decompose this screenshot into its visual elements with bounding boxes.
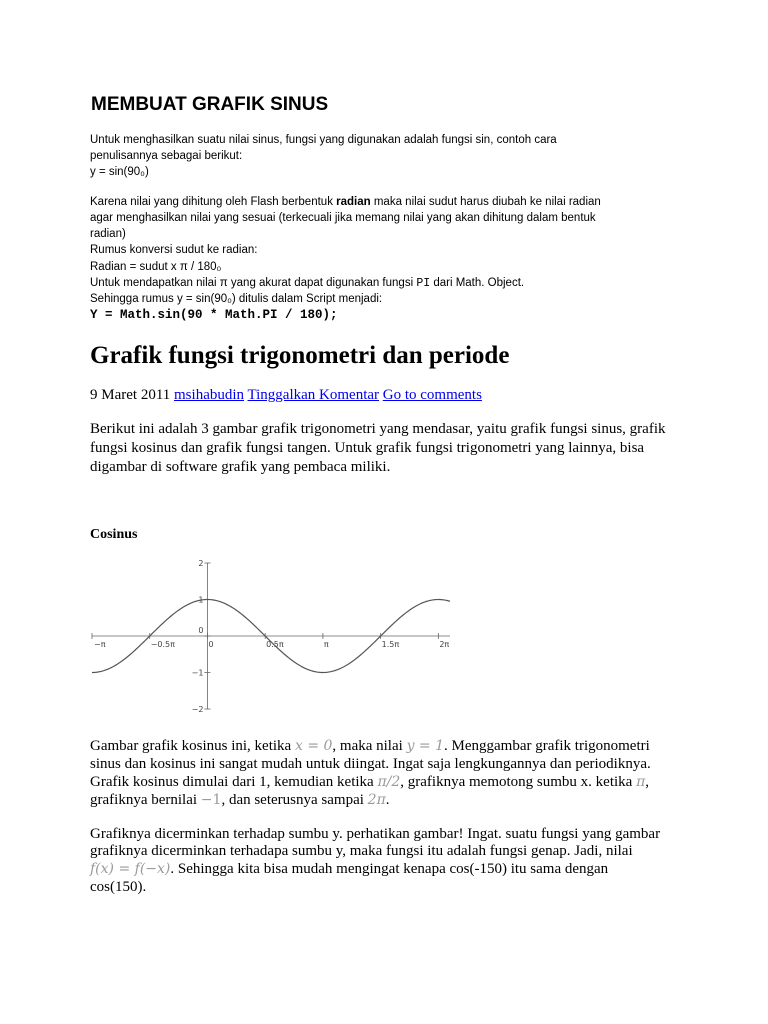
text-span: Untuk mendapatkan nilai π yang akurat dapat digunakan fungsi: [90, 277, 417, 289]
inline-code: PI: [416, 277, 431, 290]
text-span: . Sehingga kita bisa mudah mengingat kenapa cos(-150) itu sama dengan: [170, 861, 609, 877]
y-tick-label: −1: [191, 668, 204, 678]
text-line: [90, 195, 601, 210]
math-x-eq-0: x = 0: [294, 738, 333, 754]
bold-term: radian: [336, 196, 371, 208]
text-line: Rumus konversi sudut ke radian:: [90, 244, 258, 256]
text-line: Radian = sudut x π / 180₀: [90, 261, 222, 273]
text-line: Berikut ini adalah 3 gambar grafik trigonometri yang mendasar, yaitu grafik fungsi sinus, grafik: [90, 421, 666, 437]
x-tick-label: −π: [94, 640, 106, 649]
x-tick-label: 1.5π: [381, 640, 400, 649]
text-line: Sehingga rumus y = sin(90₀) ditulis dalam Script menjadi:: [90, 293, 383, 305]
x-tick-label: π: [323, 640, 329, 649]
text-line: [90, 773, 649, 792]
post-meta: [90, 387, 482, 404]
math-pi: π: [636, 774, 646, 790]
text-line: cos(150).: [90, 879, 147, 895]
go-to-comments-link[interactable]: Go to comments: [382, 387, 482, 403]
text-span: , maka nilai: [332, 738, 407, 754]
text-line: digambar di software grafik yang pembaca miliki.: [90, 459, 391, 475]
code-line: Y = Math.sin(90 * Math.PI / 180);: [90, 308, 338, 322]
section-title: MEMBUAT GRAFIK SINUS: [91, 94, 329, 115]
y-tick-label: 1: [198, 595, 204, 605]
text-span: . Menggambar grafik trigonometri: [444, 738, 650, 754]
cosinus-heading: Cosinus: [90, 527, 138, 542]
text-span: Grafik kosinus dimulai dari 1, kemudian ketika: [90, 774, 378, 790]
text-span: grafiknya bernilai: [90, 792, 201, 808]
text-line: sinus dan kosinus ini sangat mudah untuk diingat. Ingat saja lengkungannya dan periodiknya.: [90, 756, 651, 772]
text-span: ,: [645, 774, 650, 790]
text-line: fungsi kosinus dan grafik fungsi tangen. Untuk grafik fungsi trigonometri yang lainnya, bisa: [90, 440, 645, 456]
text-line: [90, 737, 650, 756]
y-tick-label: 2: [198, 559, 204, 568]
text-line: radian): [90, 228, 126, 240]
author-link[interactable]: msihabudin: [174, 387, 245, 403]
text-span: Gambar grafik kosinus ini, ketika: [90, 738, 295, 754]
text-span: .: [385, 792, 390, 808]
text-line: [90, 791, 390, 810]
text-line: Untuk menghasilkan suatu nilai sinus, fungsi yang digunakan adalah fungsi sin, contoh cara: [90, 134, 557, 146]
text-span: maka nilai sudut harus diubah ke nilai radian: [370, 196, 601, 208]
text-line: grafiknya dicerminkan terhadapa sumbu y, maka fungsi itu adalah fungsi genap. Jadi, nilai: [90, 843, 633, 859]
math-fx-eq-f-minus-x: f(x) = f(−x): [90, 861, 171, 877]
y-tick-label: 0: [198, 626, 204, 635]
leave-comment-link[interactable]: Tinggalkan Komentar: [247, 387, 380, 403]
math-2pi: 2π: [367, 792, 386, 808]
text-line: agar menghasilkan nilai yang sesuai (terkecuali jika memang nilai yang akan dihitung dalam bentuk: [90, 212, 596, 224]
text-span: , dan seterusnya sampai: [221, 792, 368, 808]
math-pi-over-2: π/2: [377, 774, 401, 790]
text-span: dari Math. Object.: [430, 277, 525, 289]
text-line: Grafiknya dicerminkan terhadap sumbu y. perhatikan gambar! Ingat. suatu fungsi yang gambar: [90, 826, 661, 842]
text-line: [90, 276, 524, 291]
text-line: y = sin(90₀): [90, 166, 149, 178]
x-tick-label: −0.5π: [150, 640, 175, 649]
y-tick-label: −2: [191, 705, 204, 714]
article-title: Grafik fungsi trigonometri dan periode: [90, 342, 510, 369]
math-minus-1: −1: [200, 792, 222, 808]
x-tick-label: 0.5π: [266, 640, 284, 649]
text-line: penulisannya sebagai berikut:: [90, 150, 243, 162]
math-y-eq-1: y = 1: [406, 738, 445, 754]
post-date: 9 Maret 2011: [90, 387, 171, 403]
x-tick-label: 2π: [439, 640, 450, 649]
cosine-chart: [88, 555, 458, 717]
x-tick-label: 0: [208, 640, 214, 649]
text-span: Karena nilai yang dihitung oleh Flash berbentuk: [90, 196, 337, 208]
text-span: , grafiknya memotong sumbu x. ketika: [400, 774, 637, 790]
text-line: [90, 860, 608, 879]
